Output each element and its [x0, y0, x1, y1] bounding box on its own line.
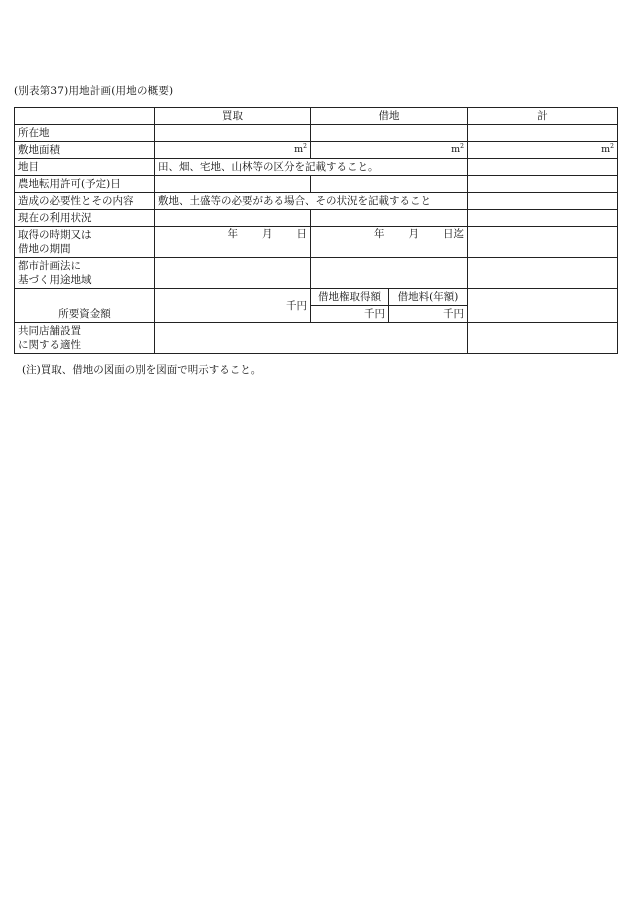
row-shared-store: [15, 323, 618, 354]
zoning-label-line2: 基づく用途地域: [18, 274, 92, 286]
cell-acq-total[interactable]: [468, 227, 618, 258]
cell-area-lease[interactable]: [311, 142, 468, 159]
cell-acq-buy-date[interactable]: [155, 227, 311, 258]
row-funds-top: [15, 289, 618, 306]
header-row: [15, 108, 618, 125]
shared-store-label-line1: 共同店舗設置: [18, 325, 81, 337]
label-area: 敷地面積: [15, 142, 155, 159]
area-unit-sup: 2: [460, 142, 464, 150]
row-acquisition-period: [15, 227, 618, 258]
label-development: 造成の必要性とその内容: [15, 193, 155, 210]
cell-area-buy[interactable]: [155, 142, 311, 159]
label-location: 所在地: [15, 125, 155, 142]
lease-year: 年: [374, 228, 385, 240]
cell-farmland-total[interactable]: [468, 176, 618, 193]
cell-funds-buy[interactable]: [155, 289, 311, 323]
cell-location-lease[interactable]: [311, 125, 468, 142]
area-unit: m: [451, 144, 461, 155]
cell-funds-total[interactable]: [468, 289, 618, 323]
row-area: [15, 142, 618, 159]
buy-year: 年: [227, 228, 238, 240]
shared-store-label-line2: に関する適性: [18, 339, 81, 351]
land-category-instruction[interactable]: 田、畑、宅地、山林等の区分を記載すること。: [155, 159, 468, 176]
cell-development-total[interactable]: [468, 193, 618, 210]
header-total: 計: [468, 108, 618, 125]
development-instruction[interactable]: 敷地、土盛等の必要がある場合、その状況を記載すること: [155, 193, 468, 210]
cell-zoning-buy[interactable]: [155, 258, 311, 289]
label-land-category: 地目: [15, 159, 155, 176]
cell-land-category-total[interactable]: [468, 159, 618, 176]
row-farmland-permit: [15, 176, 618, 193]
cell-current-use-lease[interactable]: [311, 210, 468, 227]
label-zoning: [15, 258, 155, 289]
cell-zoning-lease[interactable]: [311, 258, 468, 289]
header-blank-cell: [15, 108, 155, 125]
cell-zoning-total[interactable]: [468, 258, 618, 289]
cell-shared-store[interactable]: [155, 323, 468, 354]
area-unit-sup: 2: [610, 142, 614, 150]
acq-label-line2: 借地の期間: [18, 243, 71, 255]
cell-shared-store-total[interactable]: [468, 323, 618, 354]
label-acquisition-period: [15, 227, 155, 258]
row-current-use: [15, 210, 618, 227]
zoning-label-line1: 都市計画法に: [18, 260, 81, 272]
cell-location-buy[interactable]: [155, 125, 311, 142]
header-buy: 買取: [155, 108, 311, 125]
funds-lease-rent-label: 借地料(年額): [389, 289, 468, 306]
cell-funds-lease-acquire[interactable]: [311, 306, 389, 323]
cell-farmland-lease[interactable]: [311, 176, 468, 193]
acq-label-line1: 取得の時期又は: [18, 229, 92, 241]
label-shared-store: [15, 323, 155, 354]
cell-acq-lease-date[interactable]: [311, 227, 468, 258]
row-zoning: [15, 258, 618, 289]
row-development: [15, 193, 618, 210]
lease-day: 日迄: [443, 228, 464, 240]
lease-month: 月: [408, 228, 419, 240]
funds-lease-rent-unit: 千円: [443, 308, 464, 320]
funds-buy-unit: 千円: [286, 299, 307, 312]
buy-day: 日: [296, 228, 307, 240]
footnote: (注)買取、借地の図面の別を図面で明示すること。: [22, 364, 262, 376]
area-unit: m: [601, 144, 611, 155]
row-location: [15, 125, 618, 142]
cell-funds-lease-rent[interactable]: [389, 306, 468, 323]
area-unit-sup: 2: [303, 142, 307, 150]
row-land-category: [15, 159, 618, 176]
form-caption: (別表第37)用地計画(用地の概要): [14, 85, 174, 97]
cell-farmland-buy[interactable]: [155, 176, 311, 193]
cell-area-total[interactable]: [468, 142, 618, 159]
label-farmland-permit: 農地転用許可(予定)日: [15, 176, 155, 193]
area-unit: m: [294, 144, 304, 155]
label-current-use: 現在の利用状況: [15, 210, 155, 227]
cell-current-use-total[interactable]: [468, 210, 618, 227]
label-funds: 所要資金額: [15, 289, 155, 323]
land-plan-table: [14, 107, 618, 354]
cell-current-use-buy[interactable]: [155, 210, 311, 227]
header-lease: 借地: [311, 108, 468, 125]
funds-lease-acquire-unit: 千円: [364, 308, 385, 320]
funds-lease-acquire-label: 借地権取得額: [311, 289, 389, 306]
buy-month: 月: [262, 228, 273, 240]
cell-location-total[interactable]: [468, 125, 618, 142]
